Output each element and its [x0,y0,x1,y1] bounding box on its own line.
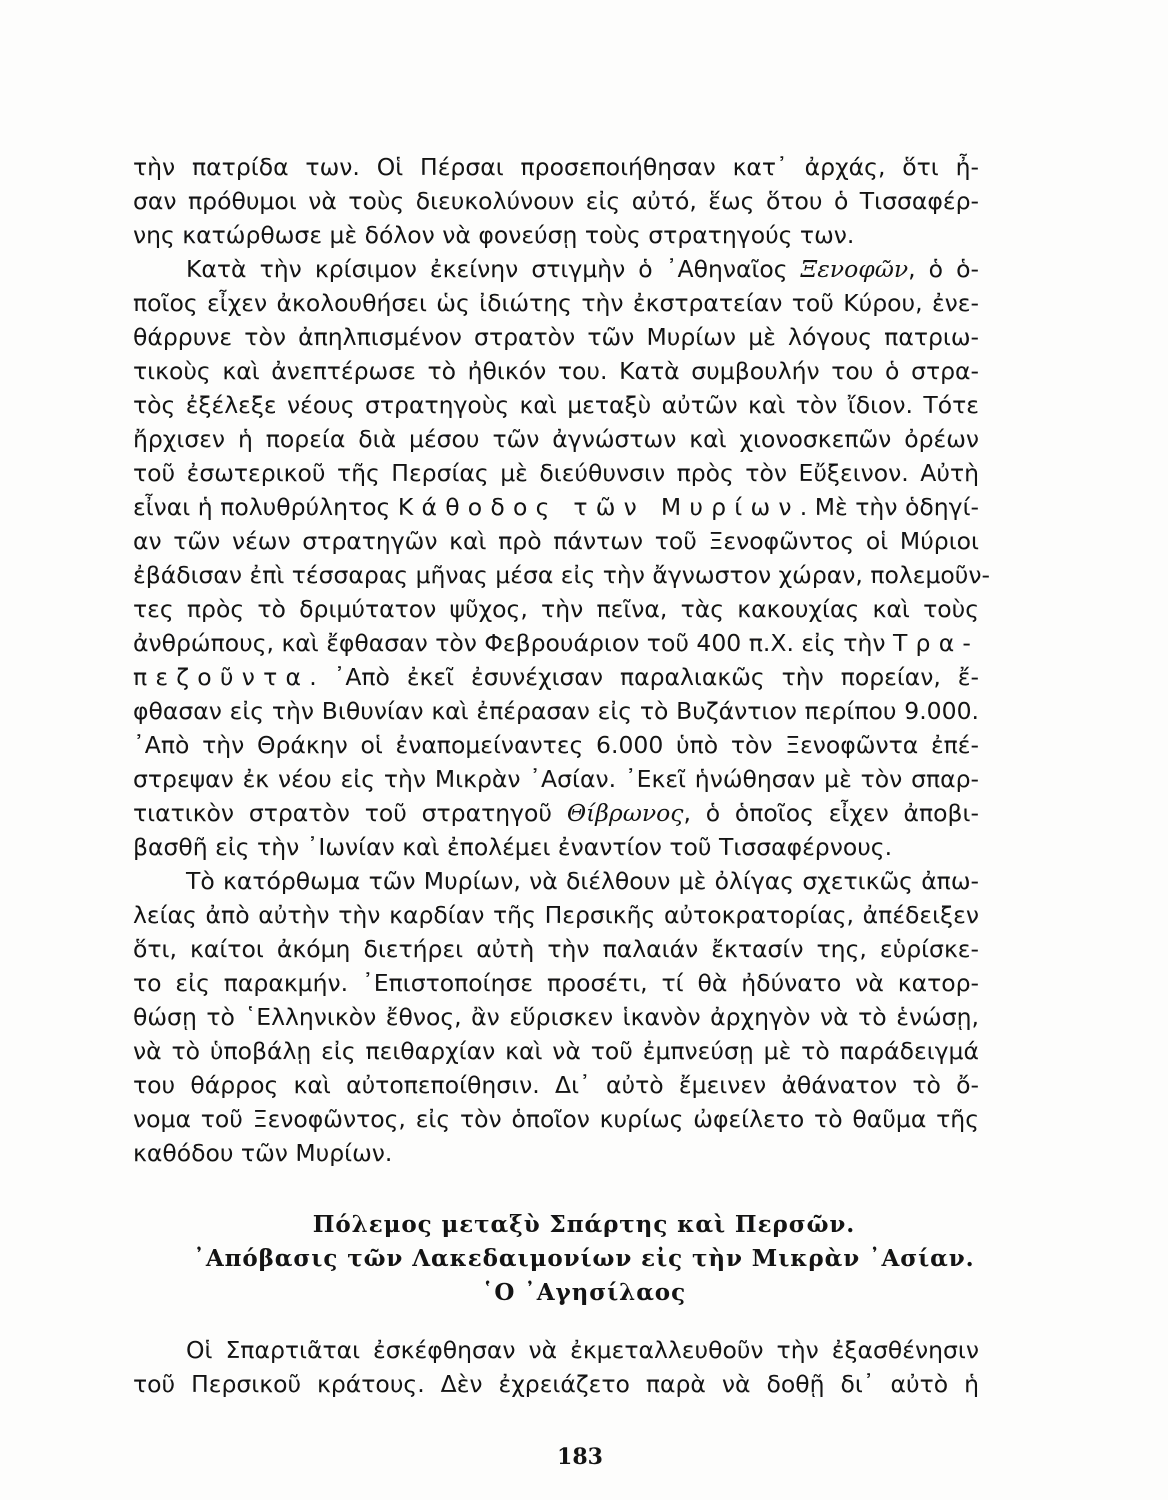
spaced-place-name: Τρα- [892,629,980,657]
text-line: τοῦ ἐσωτερικοῦ τῆς Περσίας μὲ διεύθυνσιν πρὸς τὸν Εὔξεινον. Αὐτὴ [133,459,979,487]
text-run: , ὁ ὁποῖος εἶχεν ἀποβι- [683,799,979,827]
text-line: τὸς ἐξέλεξε νέους στρατηγοὺς καὶ μεταξὺ αὐτῶν καὶ τὸν ἴδιον. Τότε [133,391,979,419]
text-line: τοῦ Περσικοῦ κράτους. Δὲν ἐχρειάζετο παρὰ νὰ δοθῇ δι᾽ αὐτὸ ἡ [133,1370,979,1398]
text-line: ὅτι, καίτοι ἀκόμη διετήρει αὐτὴ τὴν παλαιάν ἔκτασίν της, εὑρίσκε- [133,935,979,963]
text-line: λείας ἀπὸ αὐτὴν τὴν καρδίαν τῆς Περσικῆς αὐτοκρατορίας, ἀπέδειξεν [133,901,979,929]
italic-name: Θίβρωνος [566,799,684,827]
text-line: το εἰς παρακμήν. ᾽Επιστοποίησε προσέτι, τί θὰ ἠδύνατο νὰ κατορ- [133,969,979,997]
page-number: 183 [557,1444,603,1470]
text-line: θάρρυνε τὸν ἀπηλπισμένον στρατὸν τῶν Μυρίων μὲ λόγους πατριω- [133,323,979,351]
text-run: . Μὲ τὴν ὁδηγί- [799,493,979,521]
italic-name: Ξενοφῶν [800,255,909,283]
text-line: φθασαν εἰς τὴν Βιθυνίαν καὶ ἐπέρασαν εἰς τὸ Βυζάντιον περίπου 9.000. [133,697,979,725]
section-heading-line: ᾽Απόβασις τῶν Λακεδαιμονίων εἰς τὴν Μικρὰν ᾽Ασίαν. [193,1245,975,1272]
text-line: καθόδου τῶν Μυρίων. [133,1139,393,1167]
text-line: τες πρὸς τὸ δριμύτατον ψῦχος, τὴν πεῖνα, τὰς κακουχίας καὶ τοὺς [133,595,979,623]
text-line: θώσῃ τὸ ῾Ελληνικὸν ἔθνος, ἂν εὕρισκεν ἱκανὸν ἀρχηγὸν νὰ τὸ ἑνώσῃ, [133,1003,979,1031]
text-line: νης κατώρθωσε μὲ δόλον νὰ φονεύσῃ τοὺς στρατηγούς των. [133,221,855,249]
text-line [133,626,979,660]
text-run: εἶναι ἡ πολυθρύλητος [133,493,398,521]
spaced-title: Κάθοδος τῶν Μυρίων [397,493,800,521]
text-line: ἐβάδισαν ἐπὶ τέσσαρας μῆνας μέσα εἰς τὴν ἄγνωστον χώραν, πολεμοῦν- [133,561,990,589]
text-line: τικοὺς καὶ ἀνεπτέρωσε τὸ ἠθικόν του. Κατὰ συμβουλήν του ὁ στρα- [133,357,979,385]
text-line: ἤρχισεν ἡ πορεία διὰ μέσου τῶν ἀγνώστων καὶ χιονοσκεπῶν ὀρέων [133,425,979,453]
text-line: ποῖος εἶχεν ἀκολουθήσει ὡς ἰδιώτης τὴν ἐκστρατείαν τοῦ Κύρου, ἐνε- [133,289,979,317]
text-line: βασθῆ εἰς τὴν ᾽Ιωνίαν καὶ ἐπολέμει ἐναντίον τοῦ Τισσαφέρνους. [133,833,893,861]
text-line [133,660,979,694]
text-line: ᾽Απὸ τὴν Θράκην οἱ ἐναπομείναντες 6.000 ὑπὸ τὸν Ξενοφῶντα ἐπέ- [133,731,979,759]
text-line: Τὸ κατόρθωμα τῶν Μυρίων, νὰ διέλθουν μὲ ὀλίγας σχετικῶς ἀπω- [186,867,979,895]
text-run: Κατὰ τὴν κρίσιμον ἐκείνην στιγμὴν ὁ ᾽Αθηναῖος [186,255,801,283]
section-heading-line: ῾Ο ᾽Αγησίλαος [481,1279,686,1306]
text-run: τιατικὸν στρατὸν τοῦ στρατηγοῦ [133,799,567,827]
text-line: σαν πρόθυμοι νὰ τοὺς διευκολύνουν εἰς αὐτό, ἕως ὅτου ὁ Τισσαφέρ- [133,187,979,215]
text-line: στρεψαν ἐκ νέου εἰς τὴν Μικρὰν ᾽Ασίαν. ᾽Εκεῖ ἡνώθησαν μὲ τὸν σπαρ- [133,765,979,793]
text-line: νομα τοῦ Ξενοφῶντος, εἰς τὸν ὁποῖον κυρίως ὠφείλετο τὸ θαῦμα τῆς [133,1105,979,1133]
text-line [186,252,979,286]
section-heading-line: Πόλεμος μεταξὺ Σπάρτης καὶ Περσῶν. [312,1211,856,1238]
text-line: νὰ τὸ ὑποβάλῃ εἰς πειθαρχίαν καὶ νὰ τοῦ ἐμπνεύσῃ μὲ τὸ παράδειγμά [133,1037,979,1065]
text-line: του θάρρος καὶ αὐτοπεποίθησιν. Δι᾽ αὐτὸ ἔμεινεν ἀθάνατον τὸ ὄ- [133,1071,979,1099]
text-line: αν τῶν νέων στρατηγῶν καὶ πρὸ πάντων τοῦ Ξενοφῶντος οἱ Μύριοι [133,527,979,555]
text-run: , ὁ ὁ- [908,255,979,283]
text-line [133,490,979,524]
text-line: Οἱ Σπαρτιᾶται ἐσκέφθησαν νὰ ἐκμεταλλευθοῦν τὴν ἐξασθένησιν [186,1336,979,1364]
text-line: τὴν πατρίδα των. Οἱ Πέρσαι προσεποιήθησαν κατ᾽ ἀρχάς, ὅτι ἦ- [133,153,979,181]
text-run: . ᾽Απὸ ἐκεῖ ἐσυνέχισαν παραλιακῶς τὴν πορείαν, ἔ- [309,663,979,691]
text-line [133,796,979,830]
spaced-place-name: πεζοῦντα [133,663,310,691]
text-run: ἀνθρώπους, καὶ ἔφθασαν τὸν Φεβρουάριον τοῦ 400 π.Χ. εἰς τὴν [133,629,886,657]
